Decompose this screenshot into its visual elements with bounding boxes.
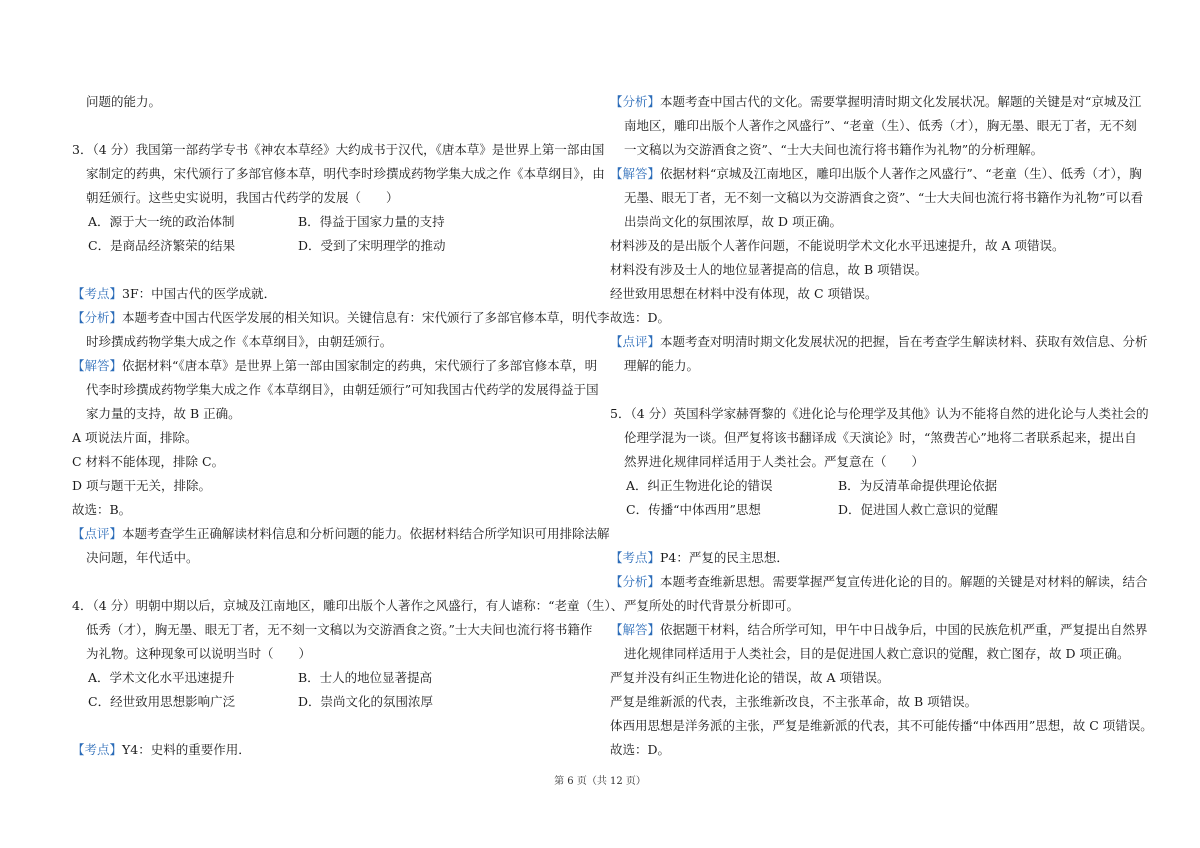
left-column xyxy=(72,90,624,762)
kaodian-text: Y4：史料的重要作用． xyxy=(122,742,251,757)
options-row xyxy=(72,690,584,714)
analysis-line: 材料涉及的是出版个人著作问题，不能说明学术文化水平迅速提升，故 A 项错误。 xyxy=(610,238,1065,253)
option-a: A．纠正生物进化论的错误 xyxy=(626,478,773,493)
option-c: C．是商品经济繁荣的结果 xyxy=(88,238,236,253)
option-a: A．学术文化水平迅速提升 xyxy=(88,670,235,685)
fenxi-line: 严复所处的时代背景分析即可。 xyxy=(624,598,800,613)
question-stem-line: 朝廷颁行。这些史实说明，我国古代药学的发展（ ） xyxy=(86,190,399,205)
option-b: B．得益于国家力量的支持 xyxy=(298,214,445,229)
fenxi-tag: 【分析】 xyxy=(610,574,661,589)
jieda-tag: 【解答】 xyxy=(610,166,661,181)
fenxi-line xyxy=(72,306,610,330)
option-c: C．经世致用思想影响广泛 xyxy=(88,694,236,709)
option-d: D．受到了宋明理学的推动 xyxy=(298,238,446,253)
question-4 xyxy=(72,594,624,762)
jieda-line: 家力量的支持，故 B 正确。 xyxy=(86,406,241,421)
kaodian-line xyxy=(72,738,584,762)
option-c: C．传播“中体西用”思想 xyxy=(626,502,761,517)
page-footer: 第 6 页（共 12 页） xyxy=(554,776,646,787)
fenxi-line: 一文稿以为交游酒食之资”、“士大夫间也流行将书籍作为礼物”的分析理解。 xyxy=(624,142,1044,157)
fenxi-tag: 【分析】 xyxy=(72,310,123,325)
continuation-text: 问题的能力。 xyxy=(86,94,162,109)
fenxi-text: 本题考查维新思想。需要掌握严复宣传进化论的目的。解题的关键是对材料的解读，结合 xyxy=(660,574,1148,589)
jieda-line: 代李时珍撰成药物学集大成之作《本草纲目》，由朝廷颁行”可知我国古代药学的发展得益于国 xyxy=(86,382,599,397)
dianping-line: 理解的能力。 xyxy=(624,358,700,373)
kaodian-line xyxy=(610,546,1130,570)
answer-line: 故选：D。 xyxy=(610,742,671,757)
option-b: B．士人的地位显著提高 xyxy=(298,670,433,685)
jieda-line: 出崇尚文化的氛围浓厚，故 D 项正确。 xyxy=(624,214,842,229)
jieda-line xyxy=(610,162,1142,186)
option-d: D．崇尚文化的氛围浓厚 xyxy=(298,694,434,709)
fenxi-text: 本题考查中国古代的文化。需要掌握明清时期文化发展状况。解题的关键是对“京城及江 xyxy=(660,94,1142,109)
analysis-line: 材料没有涉及士人的地位显著提高的信息，故 B 项错误。 xyxy=(610,262,928,277)
options-row xyxy=(72,666,584,690)
question-stem-line: 家制定的药典，宋代颁行了多部官修本草，明代李时珍撰成药物学集大成之作《本草纲目》，由 xyxy=(86,166,605,181)
analysis-line: 严复并没有纠正生物进化论的错误，故 A 项错误。 xyxy=(610,670,890,685)
jieda-text: 依据题干材料，结合所学可知，甲午中日战争后，中国的民族危机严重，严复提出自然界 xyxy=(660,622,1148,637)
fenxi-line: 南地区，雕印出版个人著作之风盛行”、“老童（生）、低秀（才），胸无墨、眼无丁者，无不刻 xyxy=(624,118,1137,133)
question-stem-line: 低秀（才），胸无墨、眼无丁者，无不刻一文稿以为交游酒食之资。”士大夫间也流行将书籍作 xyxy=(86,622,593,637)
analysis-line: C 材料不能体现，排除 C。 xyxy=(72,454,225,469)
question-4-analysis xyxy=(610,90,1148,378)
option-d: D．促进国人救亡意识的觉醒 xyxy=(838,502,999,517)
option-a: A．源于大一统的政治体制 xyxy=(88,214,235,229)
options-row xyxy=(610,498,1130,522)
question-5 xyxy=(610,402,1153,762)
analysis-line: A 项说法片面，排除。 xyxy=(72,430,198,445)
dianping-tag: 【点评】 xyxy=(72,526,123,541)
fenxi-line xyxy=(610,90,1142,114)
dianping-text: 本题考查对明清时期文化发展状况的把握，旨在考查学生解读材料、获取有效信息、分析 xyxy=(660,334,1148,349)
fenxi-line xyxy=(610,570,1148,594)
question-stem-line: 3．（4 分）我国第一部药学专书《神农本草经》大约成书于汉代，《唐本草》是世界上第一部由国 xyxy=(72,142,605,157)
options-row xyxy=(72,234,584,258)
question-stem-line: 然界进化规律同样适用于人类社会。严复意在（ ） xyxy=(624,454,925,469)
analysis-line: D 项与题干无关，排除。 xyxy=(72,478,211,493)
analysis-line: 经世致用思想在材料中没有体现，故 C 项错误。 xyxy=(610,286,878,301)
dianping-tag: 【点评】 xyxy=(610,334,661,349)
question-3 xyxy=(72,138,610,570)
analysis-line: 严复是维新派的代表，主张维新改良，不主张革命，故 B 项错误。 xyxy=(610,694,978,709)
dianping-text: 本题考查学生正确解读材料信息和分析问题的能力。依据材料结合所学知识可用排除法解 xyxy=(122,526,610,541)
fenxi-line: 时珍撰成药物学集大成之作《本草纲目》，由朝廷颁行。 xyxy=(86,334,393,349)
fenxi-text: 本题考查中国古代医学发展的相关知识。关键信息有：宋代颁行了多部官修本草，明代李 xyxy=(122,310,610,325)
question-stem-line: 5．（4 分）英国科学家赫胥黎的《进化论与伦理学及其他》认为不能将自然的进化论与人类社会的 xyxy=(610,406,1149,421)
jieda-text: 依据材料“京城及江南地区，雕印出版个人著作之风盛行”、“老童（生）、低秀（才），胸 xyxy=(660,166,1142,181)
jieda-line xyxy=(72,354,598,378)
kaodian-tag: 【考点】 xyxy=(72,286,123,301)
question-stem-line: 伦理学混为一谈。但严复将该书翻译成《天演论》时，“煞费苦心”地将二者联系起来，提出自 xyxy=(624,430,1137,445)
kaodian-tag: 【考点】 xyxy=(610,550,661,565)
jieda-line: 进化规律同样适用于人类社会，目的是促进国人救亡意识的觉醒，救亡图存，故 D 项正确。 xyxy=(624,646,1130,661)
question-stem-line: 4．（4 分）明朝中期以后，京城及江南地区，雕印出版个人著作之风盛行，有人谑称：“老童（生）、 xyxy=(72,598,624,613)
options-row xyxy=(610,474,1130,498)
kaodian-tag: 【考点】 xyxy=(72,742,123,757)
fenxi-tag: 【分析】 xyxy=(610,94,661,109)
kaodian-line xyxy=(72,282,584,306)
dianping-line: 决问题，年代适中。 xyxy=(86,550,199,565)
right-column xyxy=(610,90,1153,762)
dianping-line xyxy=(610,330,1148,354)
jieda-tag: 【解答】 xyxy=(610,622,661,637)
jieda-line xyxy=(610,618,1148,642)
options-row xyxy=(72,210,584,234)
dianping-line xyxy=(72,522,610,546)
option-b: B．为反清革命提供理论依据 xyxy=(838,478,998,493)
kaodian-text: P4：严复的民主思想． xyxy=(660,550,789,565)
answer-line: 故选：D。 xyxy=(610,310,671,325)
analysis-line: 体西用思想是洋务派的主张，严复是维新派的代表，其不可能传播“中体西用”思想，故 C 项错误。 xyxy=(610,718,1153,733)
question-stem-line: 为礼物。这种现象可以说明当时（ ） xyxy=(86,646,312,661)
jieda-line: 无墨、眼无丁者，无不刻一文稿以为交游酒食之资”、“士大夫间也流行将书籍作为礼物”可以看 xyxy=(624,190,1144,205)
jieda-tag: 【解答】 xyxy=(72,358,123,373)
answer-line: 故选：B。 xyxy=(72,502,132,517)
kaodian-text: 3F：中国古代的医学成就． xyxy=(122,286,277,301)
jieda-text: 依据材料“《唐本草》是世界上第一部由国家制定的药典，宋代颁行了多部官修本草，明 xyxy=(122,358,598,373)
